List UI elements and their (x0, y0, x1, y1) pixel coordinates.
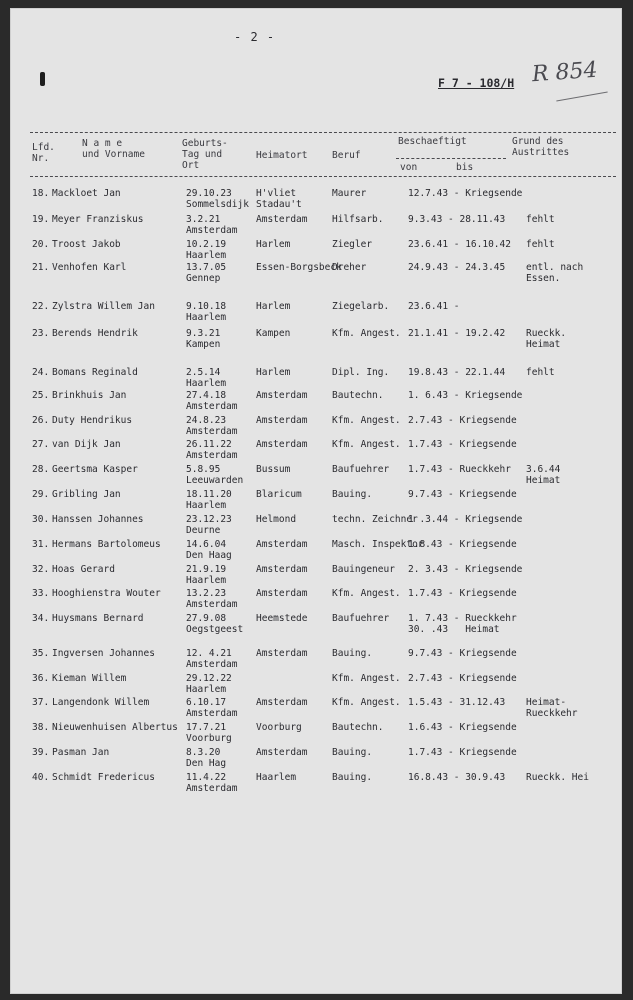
row-dates: 2. 3.43 - Kriegsende (408, 564, 523, 575)
row-name: Langendonk Willem (52, 697, 150, 708)
row-name: Hoas Gerard (52, 564, 115, 575)
row-birth: 14.6.04 Den Haag (186, 539, 232, 561)
row-name: Nieuwenhuisen Albertus (52, 722, 178, 733)
row-birth: 27.9.08 Oegstgeest (186, 613, 244, 635)
row-birth: 12. 4.21 Amsterdam (186, 648, 238, 670)
row-home: Bussum (256, 464, 291, 475)
row-home: Voorburg (256, 722, 302, 733)
row-reason: 3.6.44 Heimat (526, 464, 561, 486)
row-name: Huysmans Bernard (52, 613, 144, 624)
row-dates: 12.7.43 - Kriegsende (408, 188, 523, 199)
row-reason: fehlt (526, 239, 555, 250)
row-job: Kfm. Angest. (332, 328, 401, 339)
row-name: Geertsma Kasper (52, 464, 138, 475)
row-job: Kfm. Angest. (332, 415, 401, 426)
row-dates: 1.8.43 - Kriegsende (408, 539, 517, 550)
row-dates: 21.1.41 - 19.2.42 (408, 328, 506, 339)
row-birth: 6.10.17 Amsterdam (186, 697, 238, 719)
row-job: Baufuehrer (332, 613, 390, 624)
row-name: Schmidt Fredericus (52, 772, 155, 783)
header-job: Beruf (332, 150, 361, 161)
row-home: Amsterdam (256, 648, 308, 659)
header-top-rule (30, 132, 616, 134)
ink-mark (40, 72, 45, 86)
archive-stamp: R 854 (531, 57, 599, 88)
row-nr: 36. (32, 673, 50, 684)
row-dates: 9.7.43 - Kriegsende (408, 648, 517, 659)
row-birth: 23.12.23 Deurne (186, 514, 232, 536)
row-dates: 1. 7.43 - Rueckkehr 30. .43 Heimat (408, 613, 517, 635)
row-nr: 40. (32, 772, 50, 783)
row-home: Amsterdam (256, 588, 308, 599)
row-home: Amsterdam (256, 747, 308, 758)
row-birth: 9.10.18 Haarlem (186, 301, 227, 323)
header-bottom-rule (30, 176, 616, 178)
file-reference: F 7 - 108/H (438, 76, 515, 90)
row-nr: 20. (32, 239, 50, 250)
row-name: Berends Hendrik (52, 328, 138, 339)
row-dates: 1.5.43 - 31.12.43 (408, 697, 506, 708)
row-home: Helmond (256, 514, 297, 525)
row-home: Harlem (256, 367, 291, 378)
row-nr: 35. (32, 648, 50, 659)
header-from: von (400, 162, 418, 173)
row-nr: 31. (32, 539, 50, 550)
document-page (10, 8, 622, 994)
row-job: Ziegelarb. (332, 301, 390, 312)
header-birth: Geburts- Tag und Ort (182, 138, 228, 171)
row-job: Dipl. Ing. (332, 367, 390, 378)
row-name: Zylstra Willem Jan (52, 301, 155, 312)
row-dates: 1.7.43 - Kriegsende (408, 747, 517, 758)
row-nr: 26. (32, 415, 50, 426)
row-nr: 39. (32, 747, 50, 758)
header-employed: Beschaeftigt (398, 136, 467, 147)
row-job: Kfm. Angest. (332, 697, 401, 708)
row-job: Kfm. Angest. (332, 588, 401, 599)
row-reason: entl. nach Essen. (526, 262, 584, 284)
row-nr: 22. (32, 301, 50, 312)
row-dates: 16.8.43 - 30.9.43 (408, 772, 506, 783)
row-birth: 29.10.23 Sommelsdijk (186, 188, 249, 210)
row-name: Gribling Jan (52, 489, 121, 500)
row-job: Kfm. Angest. (332, 673, 401, 684)
employed-subrule (396, 158, 506, 160)
row-nr: 30. (32, 514, 50, 525)
row-job: Bautechn. (332, 722, 384, 733)
row-nr: 28. (32, 464, 50, 475)
header-home: Heimatort (256, 150, 308, 161)
row-home: H'vliet Stadau't (256, 188, 302, 210)
row-home: Harlem (256, 301, 291, 312)
row-reason: fehlt (526, 367, 555, 378)
row-job: Dreher (332, 262, 367, 273)
row-nr: 34. (32, 613, 50, 624)
row-dates: 23.6.41 - 16.10.42 (408, 239, 511, 250)
page-number: - 2 - (234, 30, 276, 44)
row-birth: 27.4.18 Amsterdam (186, 390, 238, 412)
row-birth: 9.3.21 Kampen (186, 328, 221, 350)
row-birth: 26.11.22 Amsterdam (186, 439, 238, 461)
row-job: Kfm. Angest. (332, 439, 401, 450)
row-home: Blaricum (256, 489, 302, 500)
row-birth: 10.2.19 Haarlem (186, 239, 227, 261)
row-birth: 21.9.19 Haarlem (186, 564, 227, 586)
row-birth: 13.7.05 Gennep (186, 262, 227, 284)
row-birth: 11.4.22 Amsterdam (186, 772, 238, 794)
row-name: Hermans Bartolomeus (52, 539, 161, 550)
row-job: techn. Zeichner (332, 514, 418, 525)
row-dates: 1.7.43 - Rueckkehr (408, 464, 511, 475)
row-dates: 9.3.43 - 28.11.43 (408, 214, 506, 225)
row-name: Venhofen Karl (52, 262, 127, 273)
row-job: Maurer (332, 188, 367, 199)
row-dates: 1.6.43 - Kriegsende (408, 722, 517, 733)
row-name: Brinkhuis Jan (52, 390, 127, 401)
row-dates: 23.6.41 - (408, 301, 460, 312)
header-reason: Grund des Austrittes (512, 136, 570, 158)
row-birth: 3.2.21 Amsterdam (186, 214, 238, 236)
row-home: Harlem (256, 239, 291, 250)
row-dates: 2.7.43 - Kriegsende (408, 415, 517, 426)
row-home: Amsterdam (256, 439, 308, 450)
row-job: Baufuehrer (332, 464, 390, 475)
row-birth: 8.3.20 Den Hag (186, 747, 227, 769)
row-home: Kampen (256, 328, 291, 339)
row-job: Bautechn. (332, 390, 384, 401)
row-home: Amsterdam (256, 214, 308, 225)
row-job: Masch. Inspektor (332, 539, 424, 550)
row-home: Amsterdam (256, 390, 308, 401)
row-nr: 38. (32, 722, 50, 733)
row-home: Heemstede (256, 613, 308, 624)
row-name: Mackloet Jan (52, 188, 121, 199)
row-birth: 24.8.23 Amsterdam (186, 415, 238, 437)
row-name: Kieman Willem (52, 673, 127, 684)
row-name: Troost Jakob (52, 239, 121, 250)
row-name: Duty Hendrikus (52, 415, 133, 426)
row-name: Ingversen Johannes (52, 648, 155, 659)
row-job: Bauing. (332, 747, 373, 758)
row-reason: Rueckk. Heimat (526, 328, 567, 350)
row-home: Essen-Borgsbeck (256, 262, 342, 273)
row-dates: 9.7.43 - Kriegsende (408, 489, 517, 500)
header-to: bis (456, 162, 474, 173)
row-job: Bauing. (332, 648, 373, 659)
row-job: Bauingeneur (332, 564, 395, 575)
row-birth: 17.7.21 Voorburg (186, 722, 232, 744)
row-name: van Dijk Jan (52, 439, 121, 450)
row-nr: 18. (32, 188, 50, 199)
row-nr: 32. (32, 564, 50, 575)
row-birth: 5.8.95 Leeuwarden (186, 464, 244, 486)
row-nr: 37. (32, 697, 50, 708)
row-job: Bauing. (332, 772, 373, 783)
header-name: N a m e und Vorname (82, 138, 145, 160)
row-job: Bauing. (332, 489, 373, 500)
row-birth: 18.11.20 Haarlem (186, 489, 232, 511)
row-home: Amsterdam (256, 539, 308, 550)
row-dates: 1. 6.43 - Kriegsende (408, 390, 523, 401)
row-home: Amsterdam (256, 697, 308, 708)
row-birth: 2.5.14 Haarlem (186, 367, 227, 389)
row-nr: 25. (32, 390, 50, 401)
stamp-underline (556, 91, 607, 101)
row-name: Meyer Franziskus (52, 214, 144, 225)
row-nr: 23. (32, 328, 50, 339)
row-name: Hanssen Johannes (52, 514, 144, 525)
row-dates: 24.9.43 - 24.3.45 (408, 262, 506, 273)
row-name: Hooghienstra Wouter (52, 588, 161, 599)
row-dates: 2.7.43 - Kriegsende (408, 673, 517, 684)
row-reason: Rueckk. Hei (526, 772, 589, 783)
row-home: Amsterdam (256, 564, 308, 575)
row-reason: Heimat- Rueckkehr (526, 697, 578, 719)
row-nr: 33. (32, 588, 50, 599)
row-name: Bomans Reginald (52, 367, 138, 378)
row-nr: 19. (32, 214, 50, 225)
row-nr: 21. (32, 262, 50, 273)
row-dates: 19.8.43 - 22.1.44 (408, 367, 506, 378)
row-dates: 1.7.43 - Kriegsende (408, 588, 517, 599)
header-nr: Lfd. Nr. (32, 142, 55, 164)
row-job: Hilfsarb. (332, 214, 384, 225)
row-birth: 29.12.22 Haarlem (186, 673, 232, 695)
row-nr: 27. (32, 439, 50, 450)
row-home: Amsterdam (256, 415, 308, 426)
row-nr: 29. (32, 489, 50, 500)
row-dates: 1.7.43 - Kriegsende (408, 439, 517, 450)
row-dates: 1 .3.44 - Kriegsende (408, 514, 523, 525)
row-job: Ziegler (332, 239, 373, 250)
row-nr: 24. (32, 367, 50, 378)
row-home: Haarlem (256, 772, 297, 783)
row-birth: 13.2.23 Amsterdam (186, 588, 238, 610)
row-reason: fehlt (526, 214, 555, 225)
row-name: Pasman Jan (52, 747, 110, 758)
